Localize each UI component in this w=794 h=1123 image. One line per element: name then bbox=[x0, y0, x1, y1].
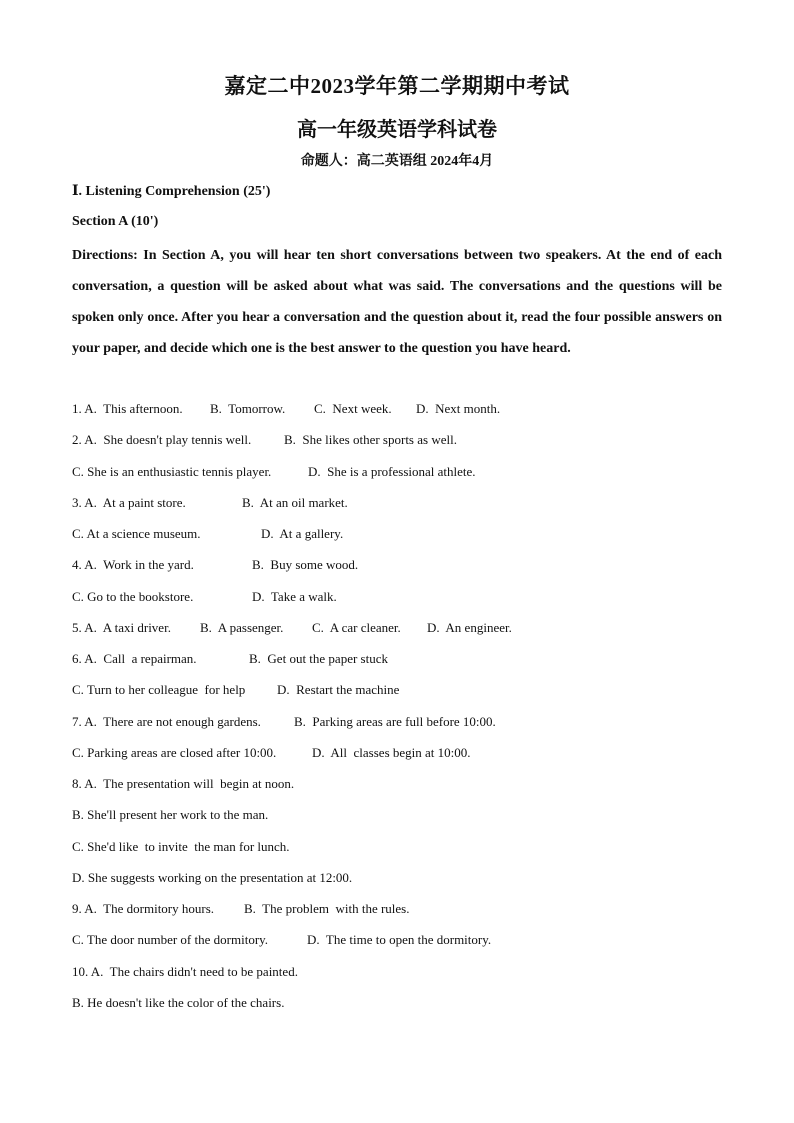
exam-title: 嘉定二中2023学年第二学期期中考试 bbox=[224, 74, 570, 98]
question-line bbox=[72, 552, 732, 583]
question-line bbox=[72, 584, 732, 615]
option: 10. A. The chairs didn't need to be painted. bbox=[72, 963, 298, 979]
question-line bbox=[72, 490, 732, 521]
question-line bbox=[72, 521, 732, 552]
option: D. An engineer. bbox=[427, 619, 512, 635]
author-line: 命题人：高二英语组 2024年4月 bbox=[300, 154, 494, 169]
option: C. The door number of the dormitory. bbox=[72, 932, 269, 948]
question-line bbox=[72, 865, 732, 896]
question-line bbox=[72, 959, 732, 990]
option: D. The time to open the dormitory. bbox=[307, 932, 492, 948]
option: C. At a science museum. bbox=[72, 526, 201, 541]
option: 8. A. The presentation will begin at noon. bbox=[72, 776, 295, 791]
exam-subtitle: 高一年级英语学科试卷 bbox=[297, 119, 497, 141]
option: B. At an oil market. bbox=[242, 494, 348, 510]
option: C. She is an enthusiastic tennis player. bbox=[72, 463, 272, 479]
option: D. Next month. bbox=[416, 401, 501, 416]
question-line bbox=[72, 615, 732, 646]
question-line bbox=[72, 396, 732, 427]
option: B. A passenger. bbox=[200, 619, 284, 635]
part-heading: Ⅰ. Listening Comprehension (25') bbox=[72, 184, 271, 199]
option: C. Turn to her colleague for help bbox=[72, 682, 246, 698]
question-line bbox=[72, 896, 732, 927]
question-line bbox=[72, 646, 732, 677]
question-line bbox=[72, 834, 732, 865]
option: 5. A. A taxi driver. bbox=[72, 619, 171, 635]
question-line bbox=[72, 990, 732, 1021]
option: D. She suggests working on the presentation at 12:00. bbox=[72, 869, 353, 885]
option: 1. A. This afternoon. bbox=[72, 401, 183, 416]
option: B. Parking areas are full before 10:00. bbox=[294, 713, 496, 729]
option: B. She'll present her work to the man. bbox=[72, 807, 269, 823]
question-line bbox=[72, 771, 732, 802]
option: D. She is a professional athlete. bbox=[308, 463, 476, 479]
option: C. Parking areas are closed after 10:00. bbox=[72, 744, 277, 760]
directions-paragraph: Directions: In Section A, you will hear ten short conversations between two speakers. At the end of each conversation, a question will be asked about what was said. The conversations and the questions will be spoken only once. After you hear a conversation and the question about it, read the four possible answers on your paper, and decide which one is the best answer to the question you have heard. bbox=[72, 248, 722, 356]
question-line bbox=[72, 927, 732, 958]
question-line bbox=[72, 677, 732, 708]
question-line bbox=[72, 459, 732, 490]
option: D. All classes begin at 10:00. bbox=[312, 744, 471, 760]
option: 3. A. At a paint store. bbox=[72, 494, 186, 510]
option: B. Tomorrow. bbox=[210, 401, 286, 416]
question-line bbox=[72, 802, 732, 833]
option: B. The problem with the rules. bbox=[244, 901, 410, 916]
section-title: Section A (10') bbox=[72, 214, 159, 229]
option: D. At a gallery. bbox=[261, 526, 344, 541]
question-line bbox=[72, 740, 732, 771]
question-line bbox=[72, 427, 732, 458]
option: D. Restart the machine bbox=[277, 682, 400, 698]
option: C. She'd like to invite the man for lunch. bbox=[72, 838, 290, 854]
option: B. She likes other sports as well. bbox=[284, 432, 457, 448]
option: B. Get out the paper stuck bbox=[249, 651, 388, 666]
option: 7. A. There are not enough gardens. bbox=[72, 713, 261, 729]
option: C. A car cleaner. bbox=[312, 619, 401, 635]
option: 6. A. Call a repairman. bbox=[72, 651, 197, 666]
option: B. Buy some wood. bbox=[252, 557, 359, 573]
option: C. Go to the bookstore. bbox=[72, 588, 194, 604]
option: 9. A. The dormitory hours. bbox=[72, 901, 215, 916]
option: C. Next week. bbox=[314, 401, 392, 416]
question-line bbox=[72, 709, 732, 740]
question-list bbox=[72, 396, 732, 1021]
option: 4. A. Work in the yard. bbox=[72, 557, 194, 573]
option: D. Take a walk. bbox=[252, 588, 337, 604]
option: B. He doesn't like the color of the chairs. bbox=[72, 994, 285, 1010]
option: 2. A. She doesn't play tennis well. bbox=[72, 432, 252, 448]
